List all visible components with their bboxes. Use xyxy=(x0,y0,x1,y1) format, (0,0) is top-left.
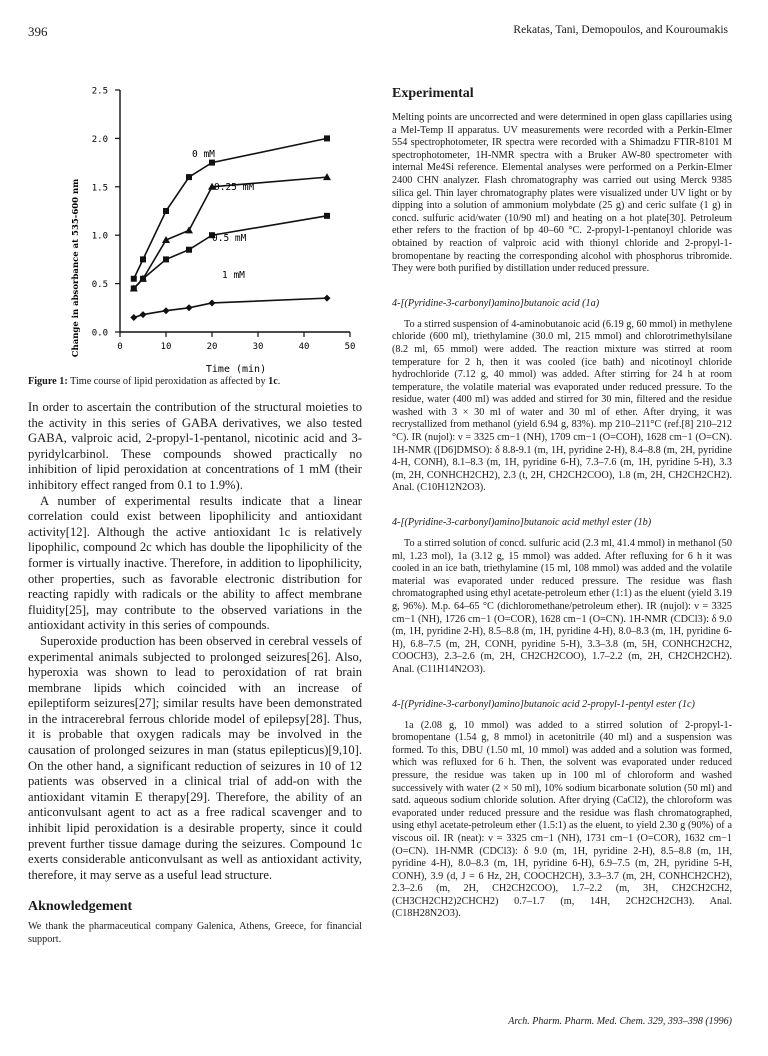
series-label: 0.25 mM xyxy=(214,182,255,193)
data-point xyxy=(163,256,169,262)
data-point xyxy=(140,276,146,282)
series-label: 0 mM xyxy=(192,149,215,160)
data-point xyxy=(140,256,146,262)
y-tick-label: 1.0 xyxy=(91,231,108,242)
x-tick-label: 20 xyxy=(206,342,218,352)
section-text-1b: To a stirred solution of concd. sulfuric acid (2.3 ml, 41.4 mmol) in methanol (50 ml, 1.23 mol), 1a (3.12 g, 15 mmol) was added. After refluxing for 6 h it was cooled in an ice bath, triethylamine (15 ml, 108 mmol) was added and the volatile material was evaporated under reduced pressure. The residue was flash chromatographed using ethyl acetate-petroleum ether (1:1) as the eluent (yield 3.19 g, 96%). M.p. 64–65 °C (dichloromethane/petroleum ether). IR (nujol): ν = 3325 cm−1 (NH), 1726 cm−1 (O=COR), 1628 cm−1 (O=CN). 1H-NMR (CDCl3): δ 9.0 (m, 1H, pyridine 2-H), 8.5–8.8 (m, 1H, pyridine 4-H), 8.0–8.3 (m, 1H, pyridine 6-H), 6.8–7.5 (m, 2H, CONH, pyridine 5-H), 3.3–3.8 (m, 5H, CONHCH2CH2, COOCH3), 2.3–2.6 (m, 2H, CH2CH2COO), 1.7–2.2 (m, 2H, CH2CH2CH2). Anal. (C11H14N2O3). xyxy=(392,538,732,675)
data-point xyxy=(163,307,170,314)
running-header: Rekatas, Tani, Demopoulos, and Kouroumakis xyxy=(513,24,728,36)
y-tick-label: 2.0 xyxy=(91,134,108,145)
data-point xyxy=(131,276,137,282)
data-point xyxy=(163,208,169,214)
paragraph: A number of experimental results indicate that a linear correlation could exist between lipophilicity and antioxidant activity[12]. Although the active antioxidant 1c is relatively lipophilic, compound 2c which has double the lipophilicity of the former is virtually inactive. Therefore, in addition to lipophilicity, other properties, such as favorable electronic distribution for reacting rapidly with radicals or the ability to affect membrane fluidity[25], may contribute to the observed variations in the antioxidant activity in this series of compounds. xyxy=(28,493,362,633)
section-text-1a: To a stirred suspension of 4-aminobutanoic acid (6.19 g, 60 mmol) in methylene chloride (600 ml), triethylamine (30.0 ml, 215 mmol) and chlorotrimethylsilane (8.2 ml, 65 mmol) were added. The reaction mixture was stirred at room temperature for 2 h, then it was cooled (ice bath) and nicotinoyl chloride hydrochloride (7.12 g, 40 mmol) was added. After stirring for 24 h at room temperature, the volatile material was evaporated under reduced pressure. To the residue, water (400 ml) was added and stirred for 30 min, filtered and the residue washed with 3 × 30 ml of water and 30 ml of ether. After drying, it was recrystallized from methanol (yield 6.94 g, 83%). mp 210–211°C (ref.[8] 210–212 °C). IR (nujol): ν = 3325 cm−1 (NH), 1709 cm−1 (O=COH), 1628 cm−1 (O=CN). 1H-NMR ([D6]DMSO): δ 8.8-9.1 (m, 1H, pyridine 2-H), 8.4–8.8 (m, 2H, pyridine 4-H, CONH), 8.1–8.3 (m, 1H, pyridine 6-H), 7.3–7.6 (m, 1H, pyridine 5-H), 3.3 (m, 2H, CONHCH2CH2), 2.3 (t, 2H, CH2CH2COO), 1.8 (m, 2H, CH2CH2CH2). Anal. (C10H12N2O3). xyxy=(392,318,732,494)
series-label: 0.5 mM xyxy=(212,233,247,244)
paragraph: In order to ascertain the contribution of the structural moieties to the activity in this series of GABA derivatives, we also tested GABA, valproic acid, 2-propyl-1-pentanol, nicotinic acid and 3-pyridylcarbinol. These compounds showed practically no inhibition of lipid peroxidation at concentrations of 1 mM (their inhibitory effect ranged from 0.1 to 1.9%). xyxy=(28,400,362,492)
series-line xyxy=(134,298,327,317)
x-tick-label: 30 xyxy=(252,342,264,352)
section-text-1c: 1a (2.08 g, 10 mmol) was added to a stirred solution of 2-propyl-1-bromopentane (1.54 g, 8 mmol) in acetonitrile (40 ml) and a suspension was formed. To this, DBU (1.50 ml, 10 mmol) was added and a solution was formed, which was refluxed for 6 h. Then, the solvent was evaporated under reduced pressure, the residue was taken up in 100 ml of chloroform and washed successively with water (2 × 50 ml), 10% sodium bicarbonate solution (50 ml) and satd. aqueous sodium chloride solution. After drying (CaCl2), the chloroform was evaporated under reduced pressure and the residue was flash chromatographed, using ethyl acetate-petroleum ether (1.5:1) as the eluent, to yield 2.30 g (90%) of a viscous oil. IR (neat): ν = 3325 cm−1 (NH), 1731 cm−1 (O=COR), 1632 cm−1 (O=CN). 1H-NMR (CDCl3): δ 9.0 (m, 1H, pyridine 2-H), 8.5–8.8 (m, 1H, pyridine 4-H), 8.0–8.3 (m, 1H, pyridine 6-H), 6.9–7.5 (m, 2H, pyridine 5-H, CONH), 3.9 (d, J = 6 Hz, 2H, COOCH2CH), 3.3–3.7 (m, 2H, CONHCH2CH2), 2.3–2.6 (m, 2H, CH2CH2COO), 1.7–2.2 (m, 3H, CH2CH2CH2, (CH3CH2CH2)2CHCH2) 0.7–1.7 (m, 14H, 2CH2CH2CH3). Anal. (C18H28N2O3). xyxy=(392,719,732,920)
x-tick-label: 0 xyxy=(117,342,123,352)
data-point xyxy=(209,299,216,306)
acknowledgement-section xyxy=(28,899,362,946)
y-tick-label: 1.5 xyxy=(91,183,108,194)
journal-footer: Arch. Pharm. Pharm. Med. Chem. 329, 393–398 (1996) xyxy=(508,1016,732,1027)
x-tick-label: 40 xyxy=(298,342,310,352)
figure-1-chart xyxy=(60,78,360,378)
right-column xyxy=(392,86,732,921)
figure-caption: Figure 1: Time course of lipid peroxidation as affected by 1c. xyxy=(28,376,281,387)
series-label: 1 mM xyxy=(222,270,245,281)
section-title-1a: 4-[(Pyridine-3-carbonyl)amino]butanoic acid (1a) xyxy=(392,297,600,309)
data-point xyxy=(209,160,215,166)
data-point xyxy=(324,213,330,219)
data-point xyxy=(185,226,193,233)
data-point xyxy=(140,311,147,318)
left-column xyxy=(28,400,362,883)
experimental-text: Melting points are uncorrected and were determined in open glass capillaries using a Mel-Temp II apparatus. UV measurements were recorded with a Perkin-Elmer 554 spectrophotometer, IR spectra were recorded with a Shimadzu FTIR-8101 M spectrophotometer, 1H-NMR spectra with a Bruker AW-80 spectrometer with internal Me4Si reference. Elemental analyses were performed on a Perkin-Elmer 2400 CHN analyzer. Flash chromatography was carried out using Merck 9385 silica gel. Thin layer chromatography plates were visualized under UV light or by dipping into a solution of ammonium molybdate (25 g) and ceric sulfate (1 g) in concd. sulfuric acid/water (10/90 ml) and heating on a hot plate[30]. Petroleum ether refers to the fraction of bp 40–60 °C. 2-propyl-1-pentanoyl chloride was obtained by reaction of valproic acid with thionyl chloride and 2-propyl-1-bromopentane by reacting the corresponding alcohol with phosphorus tribromide. They were both purified by distillation under reduced pressure. xyxy=(392,112,732,275)
acknowledgement-heading: Aknowledgement xyxy=(28,899,133,914)
data-point xyxy=(131,285,137,291)
page-number: 396 xyxy=(28,24,48,39)
experimental-heading: Experimental xyxy=(392,86,474,101)
data-point xyxy=(186,174,192,180)
data-point xyxy=(324,295,331,302)
data-point xyxy=(130,314,137,321)
x-tick-label: 50 xyxy=(344,342,356,352)
section-title-1c: 4-[(Pyridine-3-carbonyl)amino]butanoic acid 2-propyl-1-pentyl ester (1c) xyxy=(392,698,695,710)
acknowledgement-text: We thank the pharmaceutical company Galenica, Athens, Greece, for financial support. xyxy=(28,921,362,945)
y-tick-label: 2.5 xyxy=(91,86,108,97)
section-title-1b: 4-[(Pyridine-3-carbonyl)amino]butanoic acid methyl ester (1b) xyxy=(392,517,652,529)
y-tick-label: 0.5 xyxy=(91,280,108,291)
x-tick-label: 10 xyxy=(160,342,172,352)
y-axis-label: Change in absorbance at 535-600 nm xyxy=(71,178,81,358)
series-line xyxy=(134,138,327,278)
paragraph: Superoxide production has been observed in cerebral vessels of experimental animals subjected to prolonged seizures[26]. Also, hyperoxia was shown to lead to peroxidation of rat brain membrane lipids which coincided with an increase of epileptiform seizures[27]; similar results have been demonstrated in the intracerebral ferrous chloride model of epilepsy[28]. Thus, it is probable that oxygen radicals may be involved in the causation of prolonged seizures in man (status epilepticus)[9,10]. On the other hand, a significant reduction of seizures in 10 of 12 patients was observed in a clinical trial of add-on with the antioxidant vitamin E therapy[29]. Therefore, the ability of an anticonvulsant agent to act as a free radical scavenger and to inhibit lipid peroxidation is a desirable property, since it could prevent further tissue damage during the seizures. Compound 1c exerts considerable anticonvulsant as well as antioxidant activity, therefore, it may serve as a useful lead structure. xyxy=(28,633,362,882)
data-point xyxy=(324,135,330,141)
data-point xyxy=(186,247,192,253)
data-point xyxy=(186,304,193,311)
y-tick-label: 0.0 xyxy=(91,328,108,339)
x-axis-label: Time (min) xyxy=(205,364,267,375)
